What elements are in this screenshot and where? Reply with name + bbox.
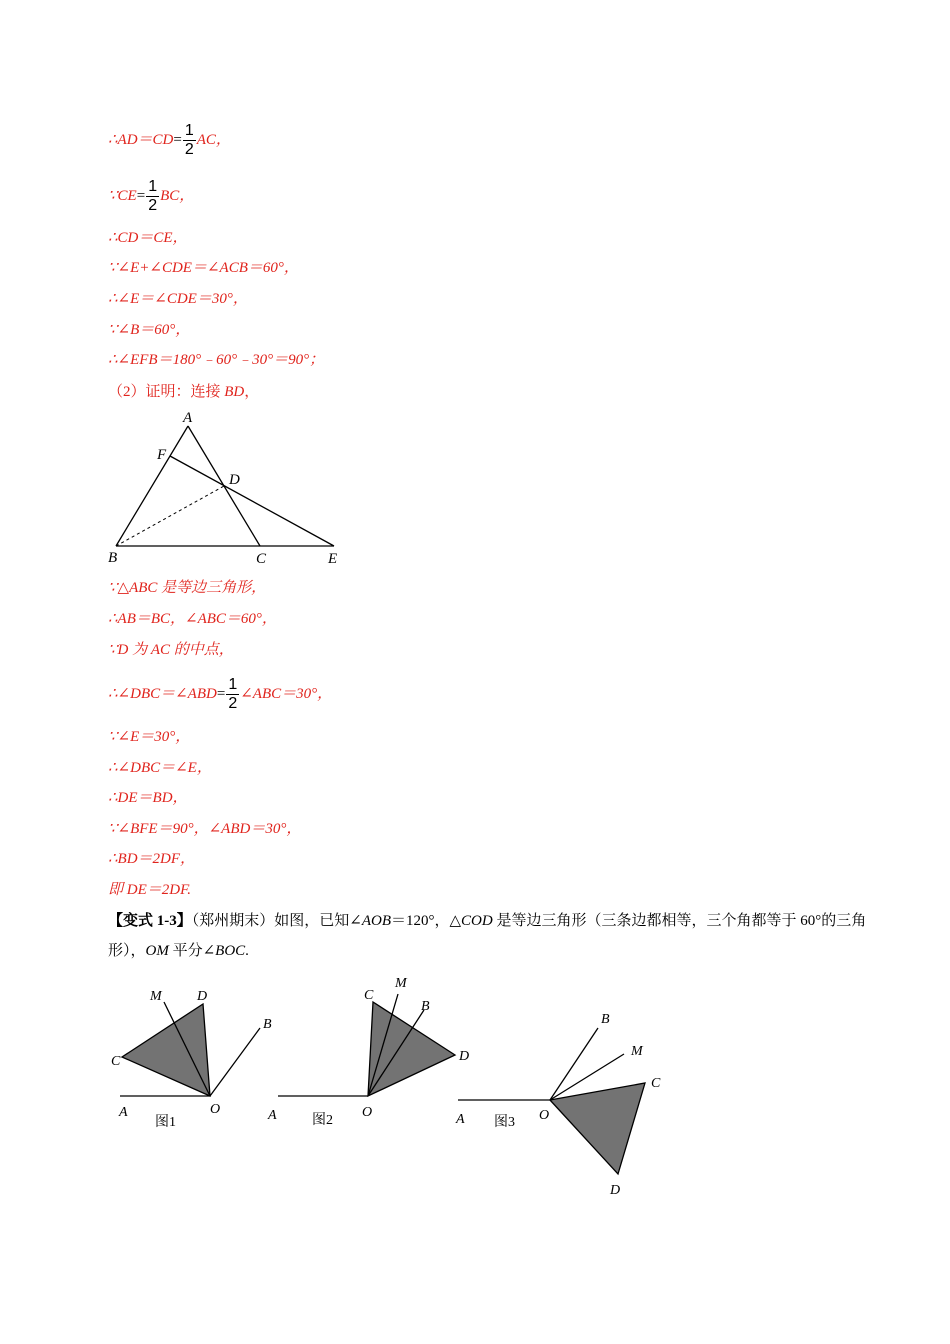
proof-line-de-bd: ∴DE＝BD， [108, 790, 188, 806]
fig2-label-c: C [364, 988, 374, 1003]
fraction-denominator: 2 [148, 197, 158, 214]
proof-line-angle-e: ∵∠E＝30°， [108, 729, 191, 745]
variant-problem [108, 906, 868, 966]
variant-text: （郑州期末）如图，已知∠ [191, 913, 362, 929]
label-d: D [229, 472, 240, 488]
variant-text: . [245, 943, 249, 959]
variant-figures [100, 970, 690, 1200]
equals-sign: = [173, 131, 182, 148]
solution-line-angle-b: ∵∠B＝60°， [108, 322, 191, 338]
ray-ob-1 [210, 1028, 260, 1096]
heading-suffix: ， [244, 384, 260, 400]
label-e: E [328, 551, 338, 567]
solution-line-angle-e: ∴∠E＝∠CDE＝30°， [108, 291, 248, 307]
fig1-caption: 图1 [155, 1115, 176, 1130]
heading-text: （2）证明：连接 [108, 384, 225, 400]
solution-line-ce [108, 178, 194, 215]
proof-line-dbc-e: ∴∠DBC＝∠E， [108, 760, 212, 776]
fig1-label-o: O [210, 1102, 221, 1117]
fig3-caption: 图3 [494, 1115, 515, 1130]
variant-var-aob: AOB [361, 913, 391, 929]
proof-line-dbc-abd [108, 676, 332, 713]
fig3-label-d: D [610, 1183, 621, 1198]
figure-3 [455, 1012, 661, 1198]
fig3-label-m: M [631, 1044, 643, 1059]
solution-part2-heading [108, 382, 259, 402]
fig2-label-a: A [268, 1108, 277, 1123]
proof-line-bfe-abd: ∵∠BFE＝90°，∠ABD＝30°， [108, 821, 302, 837]
equals-sign: = [136, 187, 146, 204]
fraction-half [226, 676, 239, 713]
variant-text: 平分∠ [168, 943, 216, 959]
fraction-numerator: 1 [148, 178, 158, 195]
label-b: B [108, 550, 118, 566]
equals-sign: = [216, 685, 226, 702]
fig2-label-b: B [421, 999, 430, 1014]
triangle-figure [100, 408, 360, 568]
figure-2 [267, 976, 469, 1128]
solution-line-angle-sum: ∵∠E+∠CDE＝∠ACB＝60°， [108, 260, 299, 276]
variant-tag: 【变式 1-3】 [108, 913, 192, 929]
proof-line-conclusion: 即 DE＝2DF. [108, 882, 192, 898]
triangle-cod-1 [122, 1004, 210, 1096]
fraction-half [146, 178, 159, 215]
triangle-cod-3 [550, 1083, 645, 1174]
segment-ab [116, 426, 188, 546]
variant-text: ＝120°，△ [391, 913, 462, 929]
fraction-denominator: 2 [184, 141, 194, 158]
fig1-label-m: M [150, 989, 162, 1004]
label-c: C [256, 551, 267, 567]
solution-line-ad-cd [108, 122, 231, 159]
fig1-label-d: D [197, 989, 208, 1004]
solution-line-angle-efb: ∴∠EFB＝180°﹣60°﹣30°＝90°； [108, 352, 325, 368]
fig1-label-b: B [263, 1017, 272, 1032]
fraction-half [183, 122, 196, 159]
fig2-label-o: O [362, 1105, 373, 1120]
fig1-label-a: A [119, 1105, 128, 1120]
fig2-label-d: D [459, 1049, 470, 1064]
figure-1 [111, 989, 272, 1130]
fraction-numerator: 1 [184, 122, 194, 139]
proof-line-bd-2df: ∴BD＝2DF， [108, 851, 196, 867]
fraction-denominator: 2 [228, 695, 238, 712]
equation-right: AC， [196, 131, 231, 148]
equation-right: BC， [160, 187, 195, 204]
proof-line-ab-bc: ∴AB＝BC，∠ABC＝60°， [108, 611, 277, 627]
fig2-label-m: M [395, 976, 407, 991]
heading-variable: BD [224, 384, 245, 400]
label-f: F [157, 447, 167, 463]
variant-text: 是等边三角形（三条边都相等，三个角都等于 60°的三角形）， [108, 913, 867, 959]
triangle-cod-2 [368, 1002, 455, 1096]
fig2-caption: 图2 [312, 1113, 333, 1128]
proof-line-midpoint: ∵D 为 AC 的中点， [108, 642, 234, 658]
solution-line-cd-ce: ∴CD＝CE， [108, 230, 188, 246]
equation-left: ∴∠DBC＝∠ABD [108, 685, 217, 702]
fraction-numerator: 1 [228, 676, 238, 693]
fig3-label-b: B [601, 1012, 610, 1027]
label-a: A [183, 410, 193, 426]
variant-var-boc: BOC [215, 943, 246, 959]
equation-left: ∵CE [108, 187, 137, 204]
fig3-label-o: O [539, 1108, 550, 1123]
ray-ob-3 [550, 1028, 598, 1100]
proof-line-equilateral: ∵△ABC 是等边三角形， [108, 580, 267, 596]
equation-left: ∴AD＝CD [108, 131, 174, 148]
equation-right: ∠ABC＝30°， [240, 685, 333, 702]
fig3-label-a: A [456, 1112, 465, 1127]
segment-bd-dashed [116, 486, 224, 546]
fig3-label-c: C [651, 1076, 661, 1091]
fig1-label-c: C [111, 1054, 121, 1069]
variant-var-cod: COD [461, 913, 493, 929]
variant-var-om: OM [145, 943, 169, 959]
